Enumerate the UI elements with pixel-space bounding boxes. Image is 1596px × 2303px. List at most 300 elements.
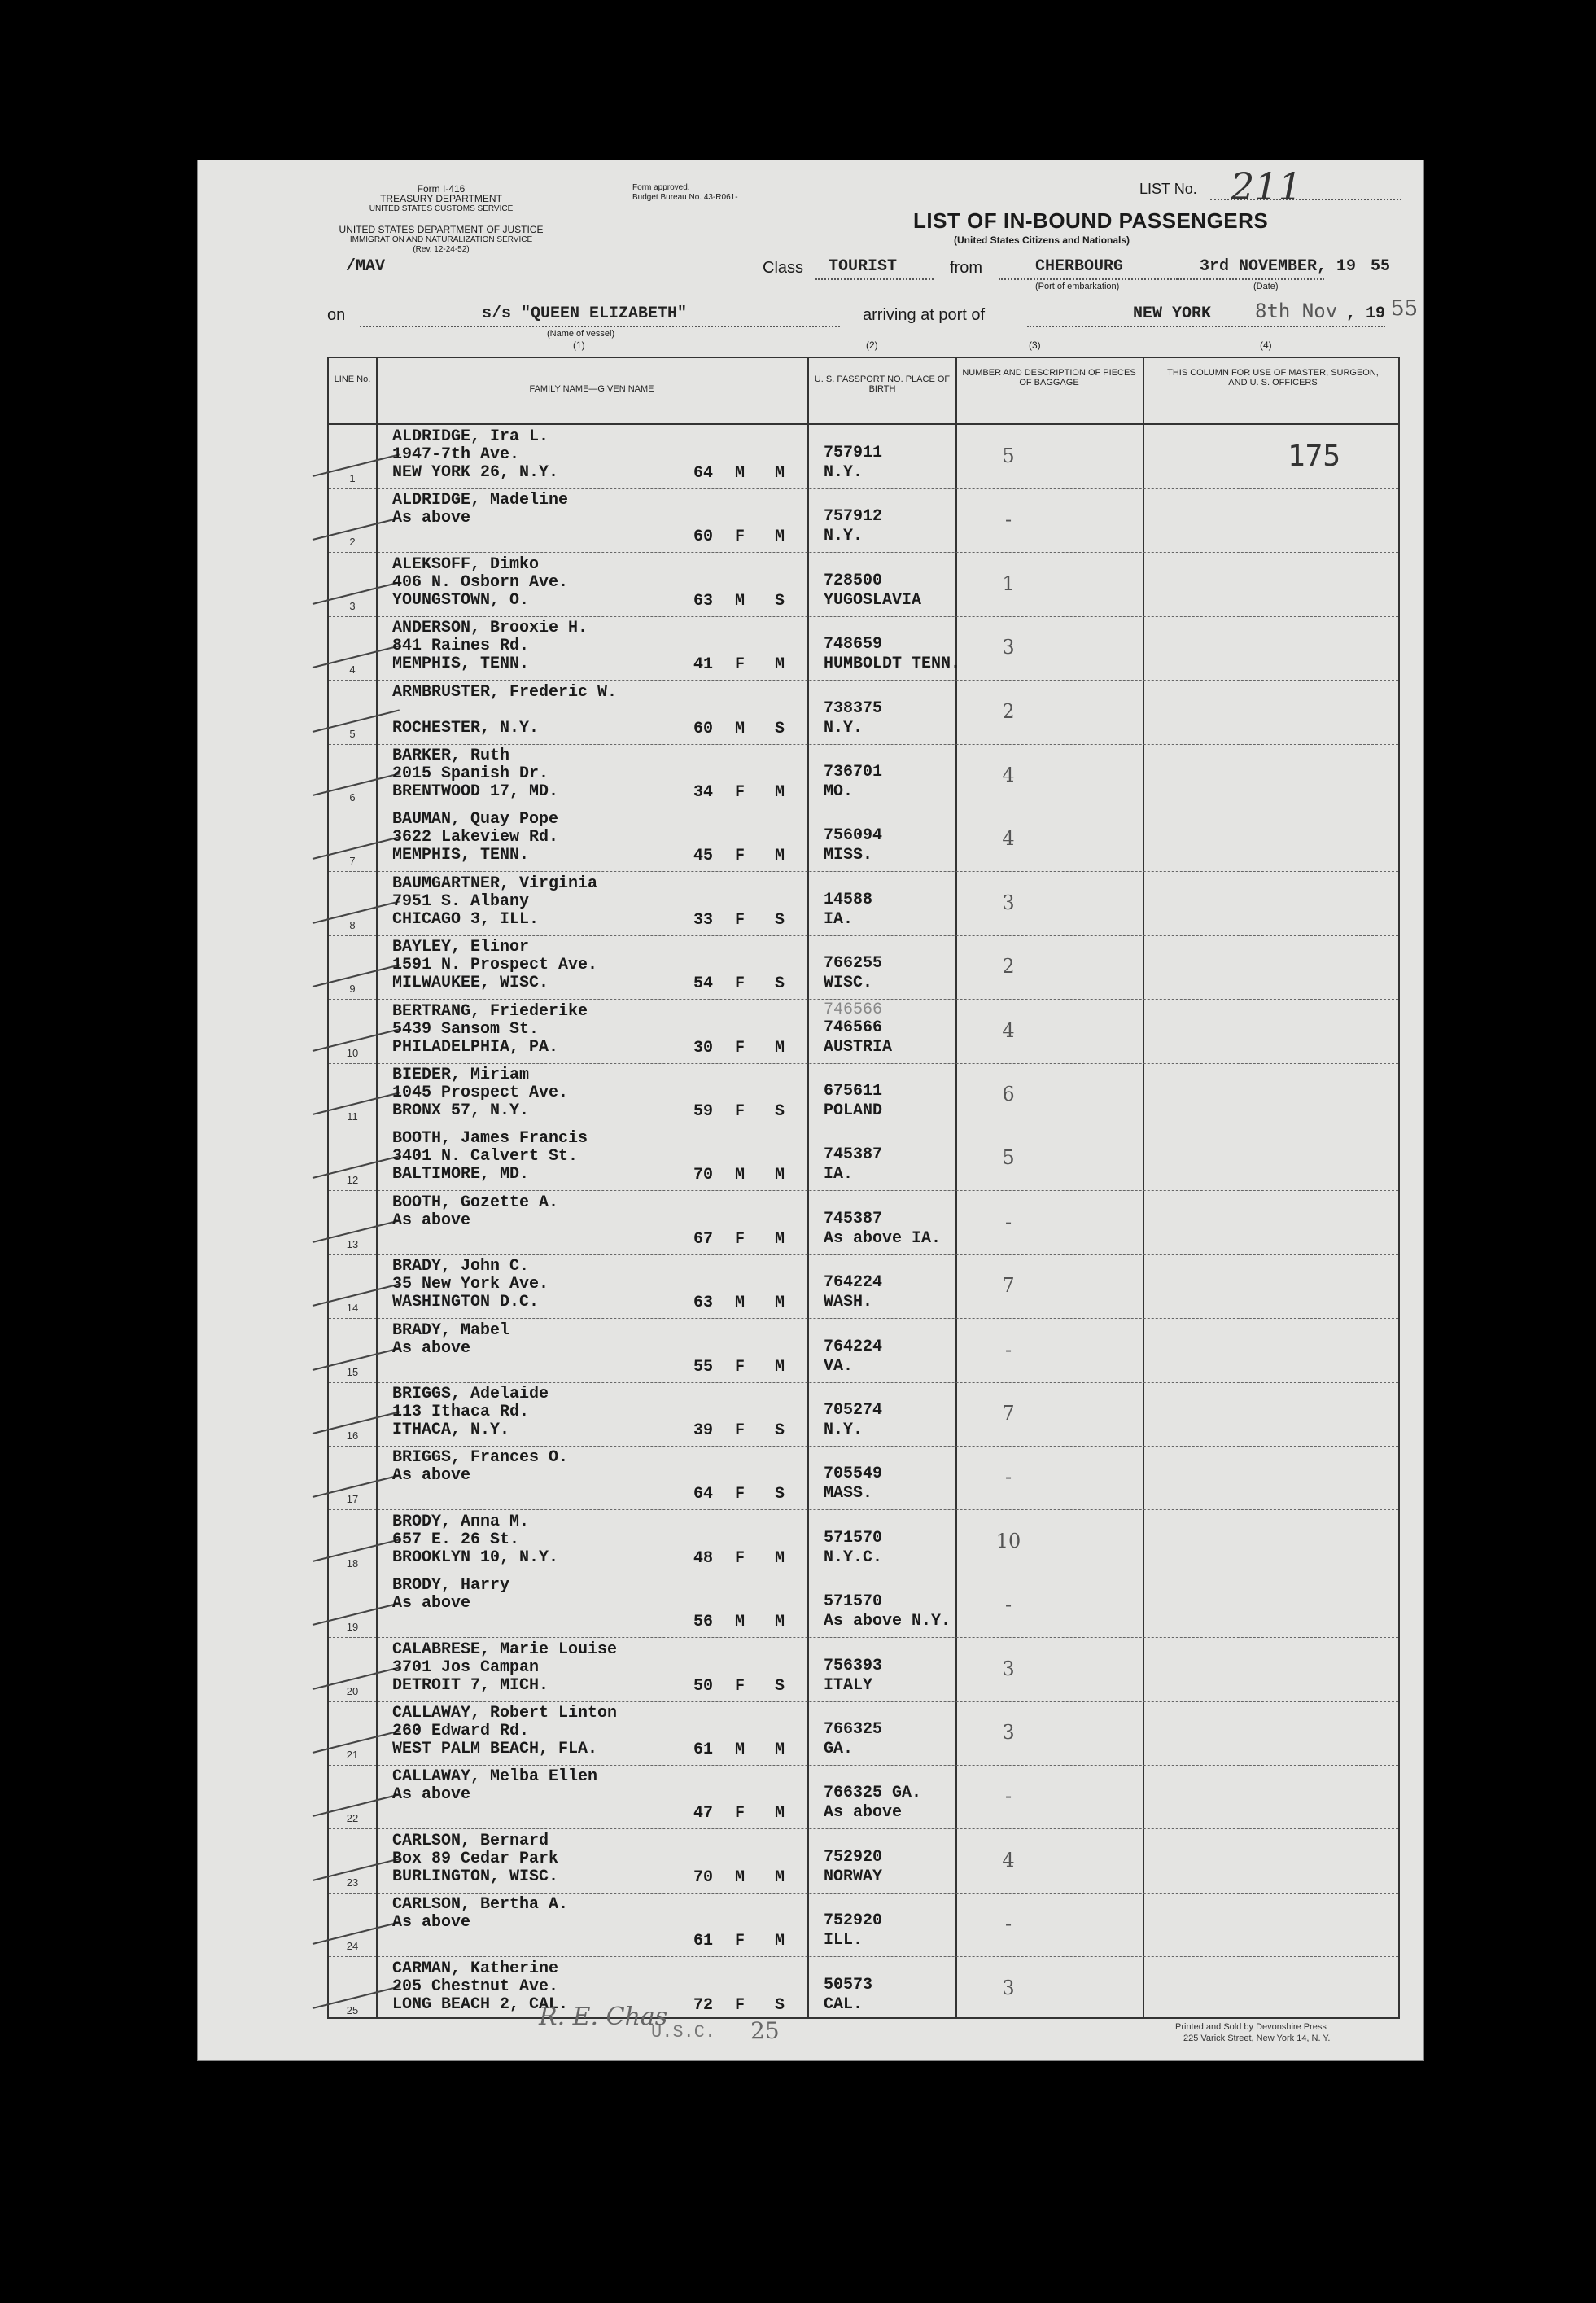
baggage-count: 10 (995, 1529, 1021, 1552)
place-of-birth: NORWAY (824, 1867, 883, 1886)
passenger-address: Box 89 Cedar Park (392, 1849, 559, 1868)
place-of-birth: ILL. (824, 1931, 864, 1951)
line-number: 21 (346, 1749, 359, 1761)
passenger-age: 61 (693, 1932, 713, 1951)
passport-number: 757912 (824, 507, 883, 527)
passenger-age: 61 (693, 1740, 713, 1759)
passenger-name: BAUMGARTNER, Virginia (392, 873, 598, 893)
passenger-name: CARLSON, Bernard (392, 1831, 549, 1850)
passport-number: 736701 (824, 763, 883, 782)
passport-number: 748659 (824, 635, 883, 655)
passenger-age: 47 (693, 1804, 713, 1824)
printer-line2: 225 Varick Street, New York 14, N. Y. (1183, 2034, 1331, 2043)
passenger-age: 60 (693, 528, 713, 547)
col-num-4: (4) (1260, 339, 1272, 351)
line-number: 10 (346, 1046, 359, 1059)
table-row (329, 1319, 1398, 1382)
marital-status: M (774, 1229, 785, 1249)
passenger-table (327, 357, 1400, 2019)
passenger-city: ITHACA, N.Y. (392, 1421, 510, 1439)
passenger-sex: F (734, 847, 745, 866)
table-row (329, 808, 1398, 871)
usc-mark: U.S.C. (651, 2022, 716, 2042)
passenger-sex: F (734, 1038, 745, 1057)
marital-status: M (774, 1548, 785, 1568)
passenger-sex: M (734, 591, 745, 611)
passenger-name: BAUMAN, Quay Pope (392, 810, 559, 830)
page-subtitle: (United States Citizens and Nationals) (954, 234, 1130, 246)
table-row (329, 1191, 1398, 1254)
baggage-count: 5 (1002, 1146, 1015, 1170)
passenger-address: 113 Ithaca Rd. (392, 1403, 530, 1421)
passenger-sex: M (734, 719, 745, 738)
passenger-sex: F (734, 1357, 745, 1377)
baggage-count: - (1004, 1465, 1012, 1489)
table-row (329, 1446, 1398, 1509)
header-officers: THIS COLUMN FOR USE OF MASTER, SURGEON, AND U. S. OFFICERS (1167, 368, 1379, 387)
officer-signature: R. E. Chas (539, 2003, 668, 2031)
passenger-address: 3401 N. Calvert St. (392, 1147, 579, 1167)
baggage-count: 5 (1002, 444, 1015, 467)
passenger-age: 59 (693, 1102, 713, 1121)
passenger-address: As above (392, 509, 471, 528)
header-name: FAMILY NAME—GIVEN NAME (529, 384, 654, 394)
table-row (329, 553, 1398, 616)
table-row (329, 744, 1398, 808)
passenger-sex: F (734, 1995, 745, 2015)
passenger-age: 60 (693, 719, 713, 738)
passport-number: 766255 (824, 954, 883, 974)
port-embark-caption: (Port of embarkation) (1035, 282, 1120, 291)
passport-number: 764224 (824, 1337, 883, 1356)
passenger-city: NEW YORK 26, N.Y. (392, 463, 559, 482)
line-number: 7 (349, 855, 356, 868)
passenger-address: 406 N. Osborn Ave. (392, 572, 569, 592)
passenger-address: 657 E. 26 St. (392, 1530, 520, 1549)
place-of-birth: MASS. (824, 1484, 873, 1504)
passenger-name: BAYLEY, Elinor (392, 938, 530, 957)
passport-number: 14588 (824, 890, 873, 909)
col-num-1: (1) (573, 339, 585, 351)
passenger-address: 205 Chestnut Ave. (392, 1977, 559, 1996)
passport-number: 757911 (824, 444, 883, 462)
passenger-age: 50 (693, 1676, 713, 1696)
marital-status: S (774, 719, 785, 738)
place-of-birth: VA. (824, 1356, 854, 1376)
passenger-name: BRODY, Anna M. (392, 1512, 530, 1531)
line-number: 14 (346, 1302, 359, 1315)
departure-year: 55 (1371, 257, 1391, 276)
passenger-address: 260 Edward Rd. (392, 1722, 530, 1740)
passenger-sex: F (734, 1421, 745, 1440)
passenger-address: As above (392, 1338, 471, 1358)
vessel-caption: (Name of vessel) (547, 329, 615, 339)
passport-number: 745387 (824, 1209, 883, 1228)
passenger-address: As above (392, 1594, 471, 1613)
passenger-name: ALDRIDGE, Ira L. (392, 427, 549, 446)
customs-service: UNITED STATES CUSTOMS SERVICE (369, 204, 514, 213)
place-of-birth: As above N.Y. (824, 1612, 951, 1631)
marital-status: M (774, 1038, 785, 1057)
line-number: 4 (349, 663, 356, 676)
passenger-address: 841 Raines Rd. (392, 637, 530, 656)
passenger-address: As above (392, 1466, 471, 1486)
table-row (329, 1127, 1398, 1190)
baggage-count: 4 (1002, 1848, 1015, 1872)
arrival-year: 55 (1391, 296, 1419, 321)
table-row (329, 488, 1398, 552)
passenger-sex: F (734, 1229, 745, 1249)
passenger-address: 2015 Spanish Dr. (392, 764, 549, 783)
marital-status: M (774, 1740, 785, 1759)
marital-status: S (774, 1995, 785, 2015)
line-number: 18 (346, 1556, 359, 1570)
baggage-count: 1 (1002, 571, 1015, 595)
baggage-count: 6 (1002, 1083, 1015, 1106)
passport-number: 50573 (824, 1975, 873, 1994)
baggage-count: - (1004, 1338, 1012, 1361)
place-of-birth: HUMBOLDT TENN. (824, 655, 961, 674)
place-of-birth: IA. (824, 909, 854, 929)
passport-number: 752920 (824, 1847, 883, 1867)
table-row (329, 1510, 1398, 1574)
passenger-city: ROCHESTER, N.Y. (392, 718, 540, 738)
line-number: 19 (346, 1621, 359, 1634)
passenger-age: 56 (693, 1613, 713, 1632)
baggage-count: - (1004, 1210, 1012, 1233)
table-row (329, 1638, 1398, 1701)
table-row (329, 1063, 1398, 1127)
line-number: 22 (346, 1812, 359, 1825)
passenger-age: 67 (693, 1229, 713, 1249)
place-of-birth: IA. (824, 1165, 854, 1184)
line-number: 2 (349, 536, 356, 549)
passenger-name: BERTRANG, Friederike (392, 1001, 588, 1021)
passenger-name: BRADY, Mabel (392, 1320, 510, 1340)
passenger-name: CARLSON, Bertha A. (392, 1895, 569, 1915)
place-of-birth: YUGOSLAVIA (824, 590, 922, 610)
passenger-name: ALDRIDGE, Madeline (392, 491, 569, 510)
passenger-name: CALLAWAY, Robert Linton (392, 1704, 618, 1723)
line-number: 15 (346, 1365, 359, 1378)
baggage-count: - (1004, 1784, 1012, 1808)
baggage-count: 7 (1002, 1402, 1015, 1425)
list-no-label: LIST No. (1139, 181, 1197, 197)
passport-number: 756393 (824, 1656, 883, 1675)
table-row (329, 1254, 1398, 1318)
passenger-name: BOOTH, James Francis (392, 1129, 588, 1149)
table-row (329, 1382, 1398, 1446)
place-of-birth: MO. (824, 782, 854, 801)
place-of-birth: WISC. (824, 974, 873, 993)
line-number: 20 (346, 1684, 359, 1697)
marital-status: M (774, 1166, 785, 1185)
passenger-age: 63 (693, 1294, 713, 1313)
page-title: LIST OF IN-BOUND PASSENGERS (913, 208, 1269, 233)
passenger-sex: M (734, 1867, 745, 1887)
place-of-birth: POLAND (824, 1101, 883, 1120)
passenger-name: BRIGGS, Adelaide (392, 1385, 549, 1403)
passenger-address: 35 New York Ave. (392, 1275, 549, 1294)
passenger-address: 5439 Sansom St. (392, 1019, 540, 1039)
budget-bureau: Budget Bureau No. 43-R061- (632, 193, 738, 202)
passenger-sex: F (734, 1548, 745, 1568)
baggage-count: 3 (1002, 1721, 1015, 1744)
passenger-name: CALABRESE, Marie Louise (392, 1640, 618, 1659)
class-label: Class (763, 259, 804, 277)
passenger-address: As above (392, 1913, 471, 1933)
officer-annotation: 175 (1288, 440, 1341, 473)
col-num-3: (3) (1029, 339, 1041, 351)
passenger-age: 70 (693, 1166, 713, 1185)
marital-status: S (774, 910, 785, 930)
form-number: Form I-416 (417, 183, 466, 195)
marital-status: S (774, 591, 785, 611)
baggage-count: 2 (1002, 955, 1015, 979)
baggage-count: - (1004, 1912, 1012, 1936)
table-row (329, 1701, 1398, 1765)
passenger-age: 70 (693, 1867, 713, 1887)
baggage-count: 7 (1002, 1274, 1015, 1298)
passenger-sex: M (734, 464, 745, 483)
passenger-city: PHILADELPHIA, PA. (392, 1037, 559, 1057)
place-of-birth: As above IA. (824, 1228, 942, 1248)
passport-number: 745387 (824, 1145, 883, 1165)
baggage-count: 4 (1002, 1018, 1015, 1042)
line-number: 13 (346, 1237, 359, 1250)
passenger-age: 45 (693, 847, 713, 866)
line-number: 24 (346, 1940, 359, 1953)
arrival-date: 8th Nov (1255, 300, 1338, 322)
passport-number: 571570 (824, 1592, 883, 1612)
table-row (329, 1829, 1398, 1893)
date-caption: (Date) (1253, 282, 1279, 291)
marital-status: M (774, 1613, 785, 1632)
baggage-count: 2 (1002, 699, 1015, 723)
passenger-sex: M (734, 1740, 745, 1759)
passport-number: 705549 (824, 1465, 883, 1484)
place-of-birth: CAL. (824, 1994, 864, 2014)
line-number: 3 (349, 599, 356, 612)
vessel-name: s/s "QUEEN ELIZABETH" (482, 304, 688, 323)
table-row (329, 1893, 1398, 1956)
passenger-name: ALEKSOFF, Dimko (392, 554, 540, 574)
passenger-city: MEMPHIS, TENN. (392, 846, 530, 865)
baggage-count: 4 (1002, 827, 1015, 851)
passenger-sex: M (734, 1613, 745, 1632)
passport-number: 571570 (824, 1528, 883, 1548)
passenger-address: 1045 Prospect Ave. (392, 1084, 569, 1102)
marital-status: M (774, 1294, 785, 1313)
header-baggage: NUMBER AND DESCRIPTION OF PIECES OF BAGGAGE (962, 368, 1136, 387)
line-number: 8 (349, 918, 356, 931)
passenger-address: As above (392, 1785, 471, 1805)
baggage-count: - (1004, 1593, 1012, 1617)
passport-number: 756094 (824, 826, 883, 846)
passport-number: 675611 (824, 1082, 883, 1101)
marital-status: M (774, 1867, 785, 1887)
passenger-city: LONG BEACH 2, CAL. (392, 1994, 569, 2014)
line-number: 17 (346, 1493, 359, 1506)
passenger-age: 63 (693, 591, 713, 611)
ins-service: IMMIGRATION AND NATURALIZATION SERVICE (349, 235, 533, 244)
marital-status: M (774, 783, 785, 802)
passport-number: 764224 (824, 1273, 883, 1293)
passenger-age: 64 (693, 1485, 713, 1504)
revision: (Rev. 12-24-52) (413, 245, 470, 254)
passenger-age: 54 (693, 974, 713, 994)
place-of-birth: N.Y. (824, 527, 864, 546)
passenger-city: BROOKLYN 10, N.Y. (392, 1548, 559, 1567)
departure-date: 3rd NOVEMBER, 19 (1200, 257, 1357, 276)
passenger-sex: F (734, 655, 745, 675)
passenger-sex: F (734, 528, 745, 547)
passenger-name: CARMAN, Katherine (392, 1959, 559, 1978)
line-number: 11 (347, 1110, 358, 1123)
passenger-address: 1947-7th Ave. (392, 445, 520, 464)
line-number: 16 (346, 1430, 359, 1442)
passenger-city: WASHINGTON D.C. (392, 1293, 540, 1312)
line-number: 1 (349, 472, 356, 484)
place-of-birth: AUSTRIA (824, 1037, 893, 1057)
line-number: 5 (349, 727, 356, 740)
passenger-name: BOOTH, Gozette A. (392, 1193, 559, 1212)
baggage-count: 4 (1002, 764, 1015, 786)
passenger-sex: F (734, 1932, 745, 1951)
passenger-city: DETROIT 7, MICH. (392, 1675, 549, 1695)
passenger-address: 3701 Jos Campan (392, 1657, 540, 1677)
table-row (329, 872, 1398, 935)
place-of-birth: As above (824, 1803, 903, 1823)
place-of-birth: N.Y. (824, 463, 864, 482)
passenger-list-page (197, 160, 1424, 2061)
passenger-address: 7951 S. Albany (392, 891, 530, 911)
marital-status: M (774, 847, 785, 866)
passenger-address: 3622 Lakeview Rd. (392, 828, 559, 847)
table-row (329, 681, 1398, 744)
passport-number: 766325 (824, 1720, 883, 1739)
marital-status: M (774, 528, 785, 547)
place-of-birth: MISS. (824, 846, 873, 865)
passenger-name: BRIGGS, Frances O. (392, 1448, 569, 1468)
passenger-name: ANDERSON, Brooxie H. (392, 619, 588, 638)
passenger-name: ARMBRUSTER, Frederic W. (392, 682, 618, 702)
on-label: on (327, 306, 346, 324)
passenger-sex: F (734, 783, 745, 802)
table-row (329, 425, 1398, 488)
passport-number: 752920 (824, 1911, 883, 1931)
passenger-city: MILWAUKEE, WISC. (392, 974, 549, 993)
arrival-sep: , 19 (1346, 304, 1386, 323)
passenger-age: 64 (693, 464, 713, 483)
passenger-age: 34 (693, 783, 713, 802)
clerk-initials: /MAV (346, 257, 386, 276)
marital-status: S (774, 1676, 785, 1696)
marital-status: M (774, 655, 785, 675)
col-num-2: (2) (866, 339, 878, 351)
passenger-name: BRODY, Harry (392, 1576, 510, 1596)
marital-status: S (774, 1485, 785, 1504)
passenger-address: 1591 N. Prospect Ave. (392, 956, 598, 975)
place-of-birth: N.Y. (824, 1421, 864, 1439)
header-line-no: LINE No. (334, 374, 371, 384)
passenger-age: 30 (693, 1038, 713, 1057)
passenger-name: BARKER, Ruth (392, 747, 510, 765)
class-value: TOURIST (829, 257, 898, 276)
place-of-birth: N.Y. (824, 718, 864, 738)
passport-number: 746566 (824, 1018, 883, 1037)
table-row (329, 616, 1398, 680)
place-of-birth: WASH. (824, 1293, 873, 1312)
passenger-sex: M (734, 1294, 745, 1313)
place-of-birth: N.Y.C. (824, 1548, 883, 1567)
passenger-age: 55 (693, 1357, 713, 1377)
passenger-city: WEST PALM BEACH, FLA. (392, 1740, 598, 1758)
list-number: 211 (1231, 164, 1302, 208)
passenger-name: BRADY, John C. (392, 1257, 530, 1276)
line-number: 25 (346, 2003, 359, 2016)
passport-number: 705274 (824, 1401, 883, 1420)
passenger-city: YOUNGSTOWN, O. (392, 590, 530, 610)
passenger-city: MEMPHIS, TENN. (392, 655, 530, 674)
passport-number: 766325 GA. (824, 1784, 922, 1803)
baggage-count: 3 (1002, 1976, 1015, 1999)
passport-number: 738375 (824, 698, 883, 718)
passenger-sex: F (734, 1804, 745, 1824)
passenger-city: BALTIMORE, MD. (392, 1165, 530, 1184)
arrival-port: NEW YORK (1133, 304, 1212, 323)
passenger-city: BRENTWOOD 17, MD. (392, 782, 559, 801)
header-passport: U. S. PASSPORT NO. PLACE OF BIRTH (814, 374, 951, 394)
table-row (329, 935, 1398, 999)
passenger-city: CHICAGO 3, ILL. (392, 909, 540, 929)
passenger-sex: F (734, 910, 745, 930)
passenger-age: 33 (693, 910, 713, 930)
justice-dept: UNITED STATES DEPARTMENT OF JUSTICE (339, 224, 544, 235)
baggage-count: 3 (1002, 891, 1015, 914)
line-number: 23 (346, 1876, 359, 1889)
passenger-sex: F (734, 1102, 745, 1121)
table-row (329, 1765, 1398, 1828)
table-row (329, 1957, 1398, 2021)
printer-line1: Printed and Sold by Devonshire Press (1175, 2022, 1327, 2032)
passport-correction: 746566 (824, 1000, 883, 1019)
passenger-city: BRONX 57, N.Y. (392, 1101, 530, 1120)
place-of-birth: GA. (824, 1740, 854, 1758)
port-of-embarkation: CHERBOURG (1035, 257, 1124, 276)
baggage-count: - (1004, 508, 1012, 532)
passenger-address: As above (392, 1211, 471, 1230)
marital-status: M (774, 1804, 785, 1824)
passenger-sex: M (734, 1166, 745, 1185)
passenger-sex: F (734, 974, 745, 994)
marital-status: M (774, 464, 785, 483)
passenger-age: 41 (693, 655, 713, 675)
table-row (329, 1000, 1398, 1063)
line-number: 12 (346, 1174, 359, 1187)
passenger-count: 25 (750, 2017, 780, 2044)
passenger-city: BURLINGTON, WISC. (392, 1867, 559, 1886)
form-approved: Form approved. (632, 183, 690, 192)
from-label: from (950, 259, 982, 277)
passenger-age: 72 (693, 1995, 713, 2015)
marital-status: M (774, 1932, 785, 1951)
place-of-birth: ITALY (824, 1675, 873, 1695)
baggage-count: 3 (1002, 636, 1015, 659)
passenger-sex: F (734, 1676, 745, 1696)
marital-status: S (774, 1421, 785, 1440)
arriving-label: arriving at port of (863, 306, 986, 324)
